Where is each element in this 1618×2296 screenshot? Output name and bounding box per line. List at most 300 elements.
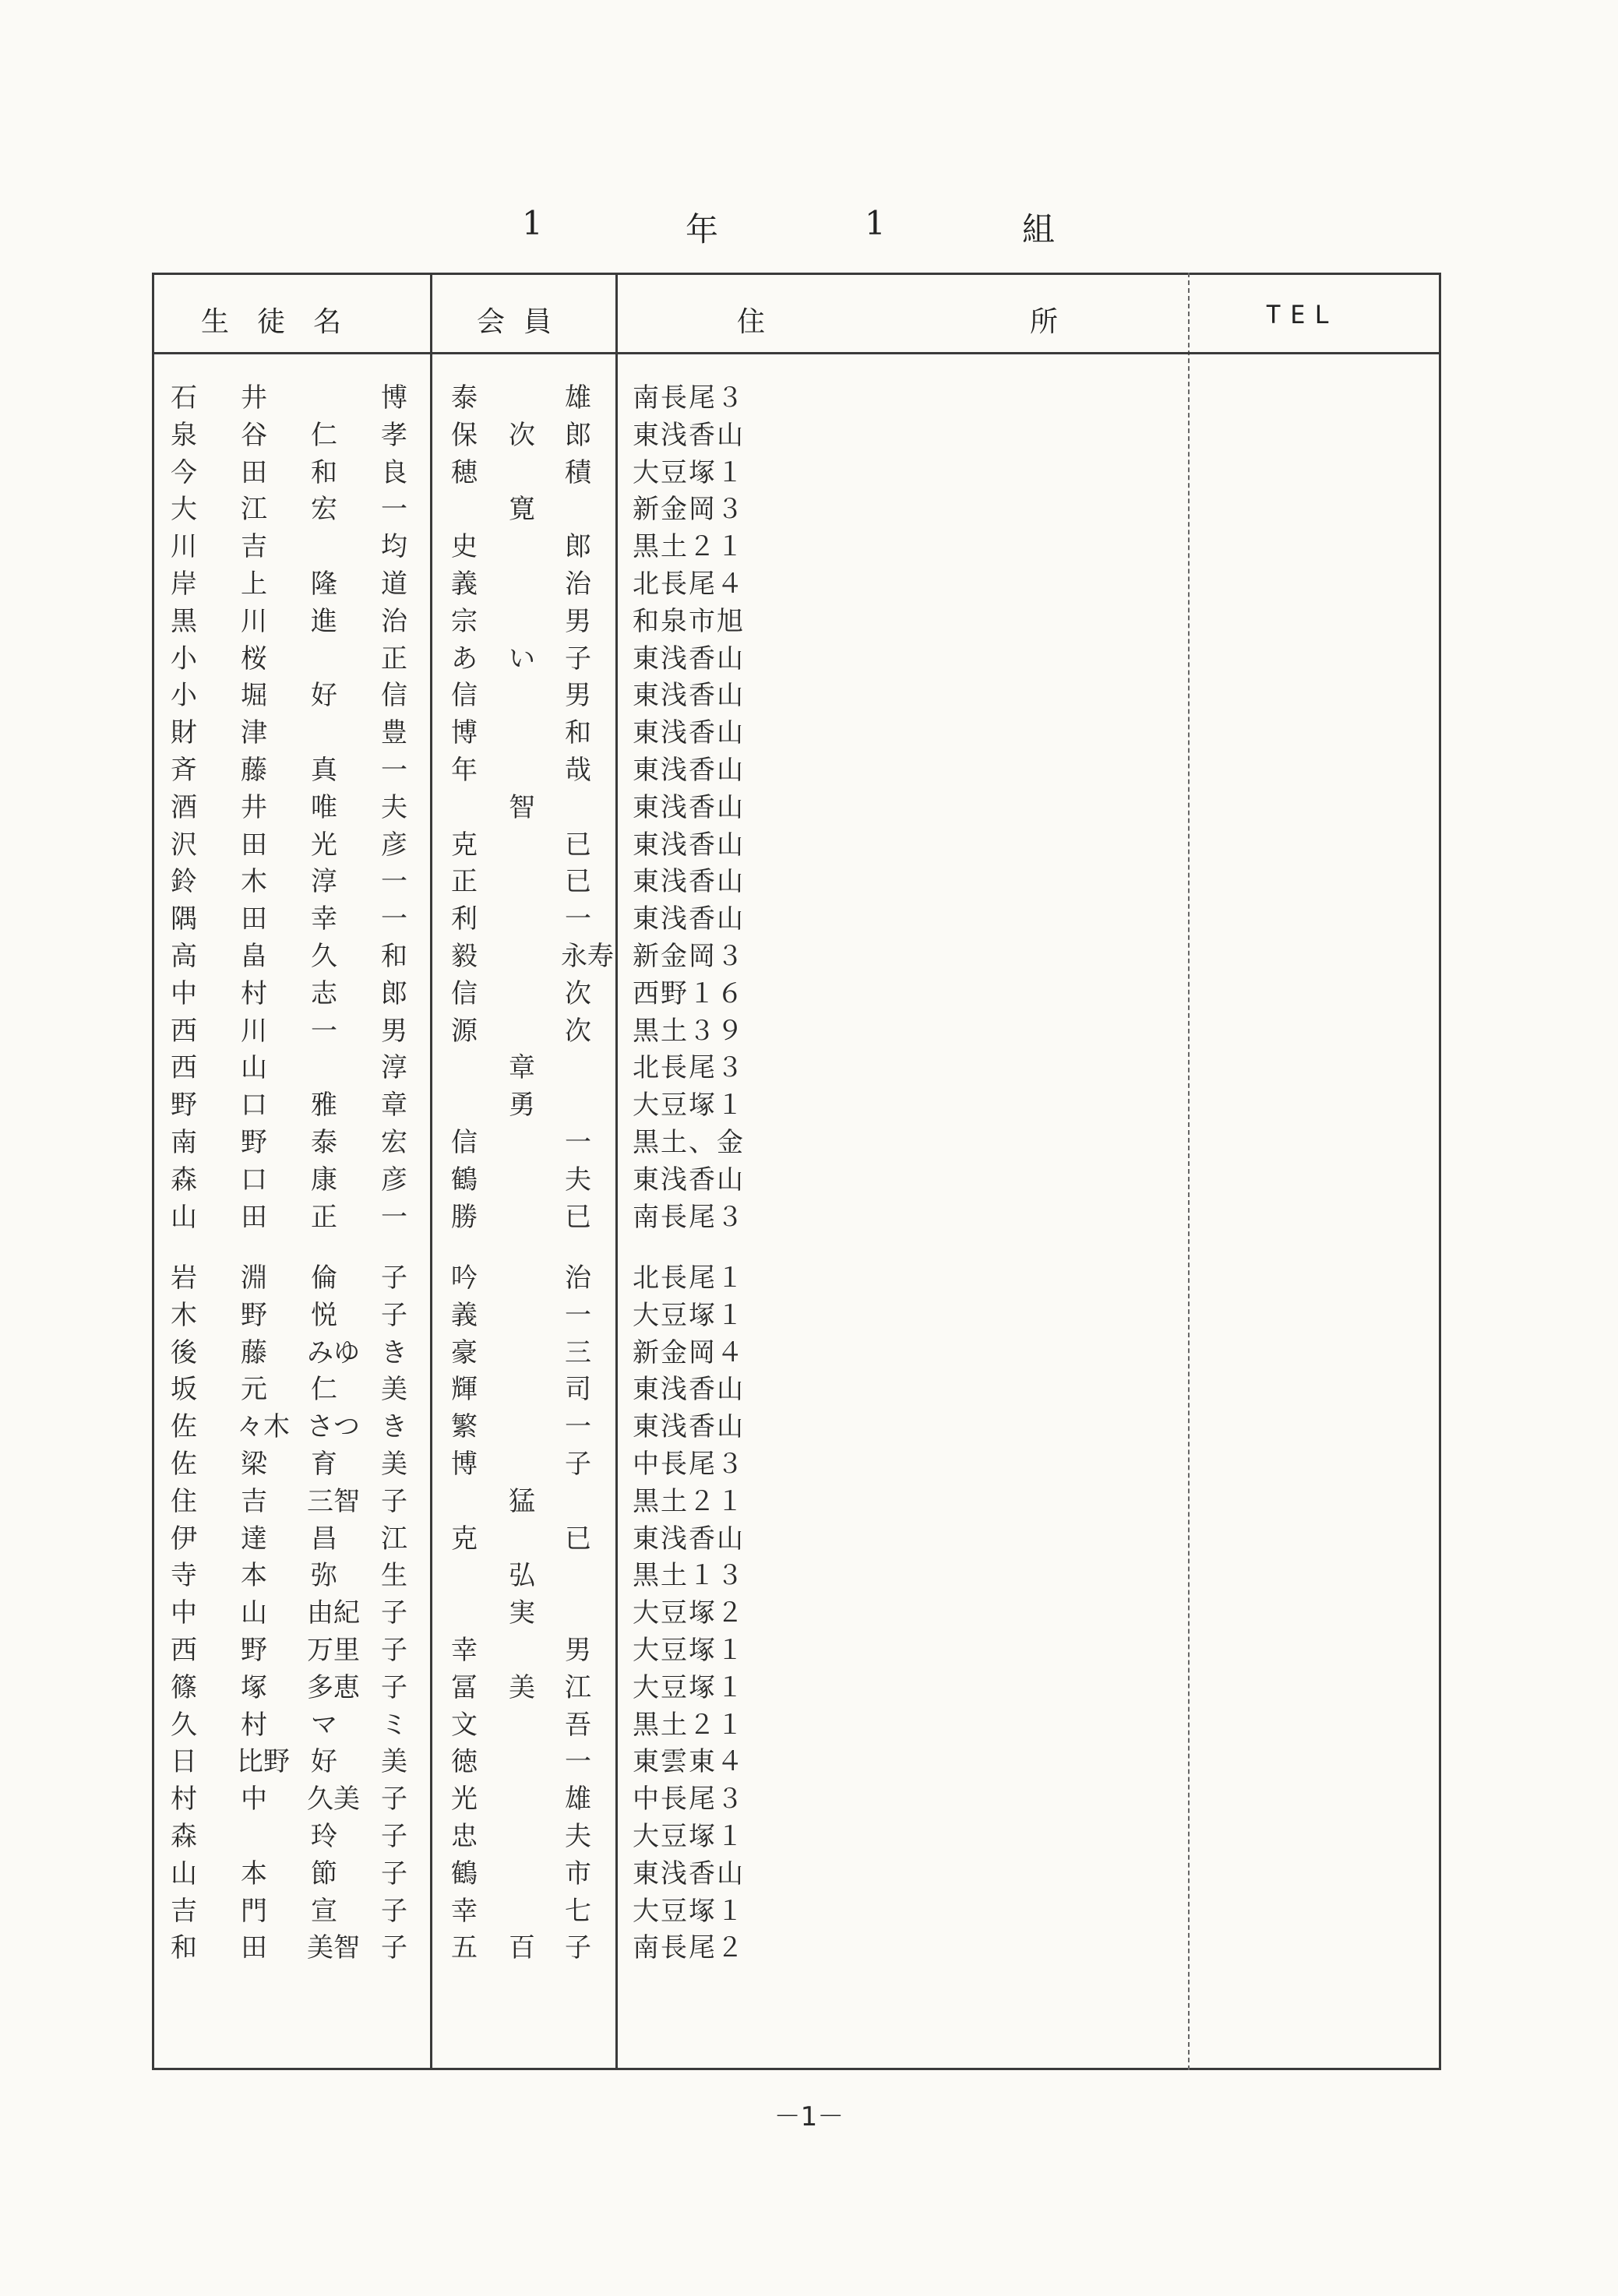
student-name-part: 一 xyxy=(381,755,407,786)
member-name-part: 子 xyxy=(565,1932,591,1964)
student-name-part: みゆ xyxy=(307,1336,360,1368)
member-name-part: 利 xyxy=(451,903,478,935)
student-name-part: 口 xyxy=(241,1090,267,1122)
member-name-part: 和 xyxy=(565,717,591,749)
student-name-part: 信 xyxy=(381,680,407,712)
student-name-part: 宏 xyxy=(311,494,337,526)
address-cell: 大豆塚１ xyxy=(633,456,745,488)
address-cell: 南長尾３ xyxy=(633,382,745,414)
student-name-part: 塚 xyxy=(241,1671,267,1703)
member-name-part: 文 xyxy=(451,1709,478,1741)
student-name-part: 津 xyxy=(241,717,267,749)
member-name-part: 一 xyxy=(565,1746,591,1778)
address-cell: 中長尾３ xyxy=(633,1449,745,1480)
student-name-part: 仁 xyxy=(311,1374,337,1406)
student-name-part: 今 xyxy=(171,456,197,488)
address-cell: 東浅香山 xyxy=(633,1858,745,1889)
student-name-part: 森 xyxy=(171,1821,197,1852)
member-name-part: 信 xyxy=(451,977,478,1009)
student-name-part: 久 xyxy=(311,941,337,972)
student-name-part: ミ xyxy=(381,1709,407,1741)
student-name-part: 黒 xyxy=(171,605,197,637)
member-name-part: 一 xyxy=(565,1127,591,1158)
member-name-part: 猛 xyxy=(509,1485,535,1517)
member-name-part: 博 xyxy=(451,1449,478,1480)
address-cell: 大豆塚１ xyxy=(633,1821,745,1852)
student-name-part: 生 xyxy=(381,1560,407,1592)
member-name-part: 正 xyxy=(451,866,478,898)
student-name-part: 男 xyxy=(381,1015,407,1047)
member-name-part: 江 xyxy=(565,1671,591,1703)
student-name-part: 石 xyxy=(171,382,197,414)
student-name-part: 小 xyxy=(171,680,197,712)
address-cell: 黒土２１ xyxy=(633,1485,745,1517)
student-name-part: 達 xyxy=(241,1523,267,1555)
student-name-part: 藤 xyxy=(241,755,267,786)
student-name-part: 一 xyxy=(381,494,407,526)
student-name-part: 川 xyxy=(241,1015,267,1047)
member-name-part: 信 xyxy=(451,1127,478,1158)
member-name-part: 百 xyxy=(509,1932,535,1964)
address-cell: 東浅香山 xyxy=(633,829,745,861)
student-name-part: 宣 xyxy=(311,1895,337,1927)
student-name-part: 好 xyxy=(311,1746,337,1778)
member-name-part: 已 xyxy=(565,866,591,898)
address-cell: 大豆塚１ xyxy=(633,1895,745,1927)
member-name-part: 司 xyxy=(565,1374,591,1406)
address-cell: 大豆塚１ xyxy=(633,1090,745,1122)
table-row xyxy=(0,935,1618,972)
student-name-part: 真 xyxy=(311,755,337,786)
address-cell: 東浅香山 xyxy=(633,755,745,786)
student-name-part: 鈴 xyxy=(171,866,197,898)
student-name-part: 山 xyxy=(241,1052,267,1084)
student-name-part: 日 xyxy=(171,1746,197,1778)
student-name-part: 門 xyxy=(241,1895,267,1927)
student-name-part: 玲 xyxy=(311,1821,337,1852)
student-name-part: 幸 xyxy=(311,903,337,935)
student-name-part: 田 xyxy=(241,1932,267,1964)
table-row xyxy=(0,786,1618,823)
address-cell: 和泉市旭 xyxy=(633,605,745,637)
title-class-label: 組 xyxy=(1022,210,1056,248)
student-name-part: 好 xyxy=(311,680,337,712)
student-name-part: 堀 xyxy=(241,680,267,712)
member-name-part: 克 xyxy=(451,829,478,861)
member-name-part: 冨 xyxy=(451,1671,478,1703)
student-name-part: 豊 xyxy=(381,717,407,749)
member-name-part: 信 xyxy=(451,680,478,712)
student-name-part: 進 xyxy=(311,605,337,637)
table-row xyxy=(0,1703,1618,1741)
member-name-part: 弘 xyxy=(509,1560,535,1592)
student-name-part: 後 xyxy=(171,1336,197,1368)
member-name-part: 郎 xyxy=(565,419,591,451)
table-row xyxy=(0,1740,1618,1777)
student-name-part: き xyxy=(381,1411,407,1443)
student-name-part: 口 xyxy=(241,1164,267,1196)
student-name-part: 光 xyxy=(311,829,337,861)
member-name-part: 雄 xyxy=(565,1784,591,1815)
student-name-part: 木 xyxy=(171,1299,197,1331)
address-cell: 東雲東４ xyxy=(633,1746,745,1778)
student-name-part: 美 xyxy=(381,1746,407,1778)
member-name-part: 吟 xyxy=(451,1262,478,1294)
student-name-part: 子 xyxy=(381,1821,407,1852)
student-name-part: 財 xyxy=(171,717,197,749)
member-name-part: 次 xyxy=(509,419,535,451)
member-name-part: 智 xyxy=(509,791,535,823)
student-name-part: 子 xyxy=(381,1671,407,1703)
student-name-part: 隆 xyxy=(311,569,337,600)
member-name-part: 章 xyxy=(509,1052,535,1084)
table-row xyxy=(0,1368,1618,1405)
student-name-part: 和 xyxy=(381,941,407,972)
student-name-part: 中 xyxy=(171,977,197,1009)
student-name-part: 倫 xyxy=(311,1262,337,1294)
student-name-part: 子 xyxy=(381,1485,407,1517)
student-name-part: 育 xyxy=(311,1449,337,1480)
student-name-part: 吉 xyxy=(241,1485,267,1517)
student-name-part: 山 xyxy=(241,1597,267,1629)
member-name-part: 源 xyxy=(451,1015,478,1047)
title-class-number: 1 xyxy=(865,204,886,242)
student-name-part: 雅 xyxy=(311,1090,337,1122)
member-name-part: 泰 xyxy=(451,382,478,414)
student-name-part: 井 xyxy=(241,791,267,823)
member-name-part: 勇 xyxy=(509,1090,535,1122)
student-name-part: 山 xyxy=(171,1201,197,1233)
student-name-part: 子 xyxy=(381,1932,407,1964)
student-name-part: 森 xyxy=(171,1164,197,1196)
header-member: 会員 xyxy=(477,306,571,338)
student-name-part: 本 xyxy=(241,1560,267,1592)
student-name-part: 元 xyxy=(241,1374,267,1406)
table-row xyxy=(0,488,1618,525)
student-name-part: 藤 xyxy=(241,1336,267,1368)
student-name-part: 田 xyxy=(241,829,267,861)
header-address-2: 所 xyxy=(1030,306,1059,338)
header-tel: TEL xyxy=(1266,300,1339,329)
member-name-part: 鶴 xyxy=(451,1164,478,1196)
student-name-part: 夫 xyxy=(381,791,407,823)
student-name-part: 西 xyxy=(171,1015,197,1047)
address-cell: 東浅香山 xyxy=(633,643,745,674)
student-name-part: 治 xyxy=(381,605,407,637)
member-name-part: 永寿 xyxy=(561,941,614,972)
student-name-part: 野 xyxy=(241,1635,267,1666)
member-name-part: 保 xyxy=(451,419,478,451)
address-cell: 東浅香山 xyxy=(633,1411,745,1443)
student-name-part: 淳 xyxy=(381,1052,407,1084)
student-name-part: 野 xyxy=(171,1090,197,1122)
student-name-part: 寺 xyxy=(171,1560,197,1592)
table-row xyxy=(0,1294,1618,1331)
student-name-part: 酒 xyxy=(171,791,197,823)
student-name-part: 田 xyxy=(241,1201,267,1233)
header-divider xyxy=(152,352,1441,354)
address-cell: 北長尾１ xyxy=(633,1262,745,1294)
member-name-part: 已 xyxy=(565,1201,591,1233)
student-name-part: 昌 xyxy=(311,1523,337,1555)
student-name-part: 岸 xyxy=(171,569,197,600)
member-name-part: 穂 xyxy=(451,456,478,488)
student-name-part: 吉 xyxy=(241,531,267,563)
address-cell: 黒土２１ xyxy=(633,1709,745,1741)
table-row xyxy=(0,1554,1618,1591)
student-name-part: 一 xyxy=(381,866,407,898)
table-row xyxy=(0,1666,1618,1703)
address-cell: 大豆塚２ xyxy=(633,1597,745,1629)
page-title xyxy=(0,204,1618,251)
table-row xyxy=(0,600,1618,637)
student-name-part: 子 xyxy=(381,1597,407,1629)
student-name-part: 西 xyxy=(171,1635,197,1666)
member-name-part: 哉 xyxy=(565,755,591,786)
address-cell: 大豆塚１ xyxy=(633,1299,745,1331)
table-row xyxy=(0,637,1618,674)
address-cell: 南長尾３ xyxy=(633,1201,745,1233)
student-name-part: 本 xyxy=(241,1858,267,1889)
member-name-part: 輝 xyxy=(451,1374,478,1406)
student-name-part: 美智 xyxy=(307,1932,360,1964)
student-name-part: 和 xyxy=(311,456,337,488)
student-name-part: 山 xyxy=(171,1858,197,1889)
table-row xyxy=(0,748,1618,786)
address-cell: 大豆塚１ xyxy=(633,1635,745,1666)
member-name-part: あ xyxy=(451,643,478,674)
student-name-part: 佐 xyxy=(171,1411,197,1443)
address-cell: 中長尾３ xyxy=(633,1784,745,1815)
address-cell: 東浅香山 xyxy=(633,903,745,935)
table-row xyxy=(0,972,1618,1009)
address-cell: 東浅香山 xyxy=(633,717,745,749)
student-name-part: 彦 xyxy=(381,829,407,861)
student-name-part: 多恵 xyxy=(307,1671,360,1703)
address-cell: 東浅香山 xyxy=(633,866,745,898)
member-name-part: 七 xyxy=(565,1895,591,1927)
title-grade-number: 1 xyxy=(522,204,543,242)
member-name-part: 義 xyxy=(451,1299,478,1331)
student-name-part: 宏 xyxy=(381,1127,407,1158)
student-name-part: 節 xyxy=(311,1858,337,1889)
student-name-part: 吉 xyxy=(171,1895,197,1927)
student-name-part: 住 xyxy=(171,1485,197,1517)
student-name-part: 谷 xyxy=(241,419,267,451)
member-name-part: 已 xyxy=(565,829,591,861)
student-name-part: さつ xyxy=(307,1411,360,1443)
address-cell: 東浅香山 xyxy=(633,680,745,712)
student-name-part: 伊 xyxy=(171,1523,197,1555)
table-row xyxy=(0,1815,1618,1852)
member-name-part: 郎 xyxy=(565,531,591,563)
student-name-part: 野 xyxy=(241,1299,267,1331)
student-name-part: 唯 xyxy=(311,791,337,823)
address-cell: 東浅香山 xyxy=(633,791,745,823)
member-name-part: 幸 xyxy=(451,1635,478,1666)
student-name-part: 大 xyxy=(171,494,197,526)
table-row xyxy=(0,1196,1618,1233)
page-number: －1－ xyxy=(774,2101,844,2132)
student-name-part: 美 xyxy=(381,1449,407,1480)
student-name-part: 江 xyxy=(381,1523,407,1555)
table-row xyxy=(0,1442,1618,1480)
student-name-part: 梁 xyxy=(241,1449,267,1480)
member-name-part: 子 xyxy=(565,1449,591,1480)
student-name-part: 坂 xyxy=(171,1374,197,1406)
table-row xyxy=(0,451,1618,488)
student-name-part: 村 xyxy=(171,1784,197,1815)
student-name-part: 子 xyxy=(381,1262,407,1294)
student-name-part: 一 xyxy=(381,1201,407,1233)
member-name-part: 夫 xyxy=(565,1164,591,1196)
student-name-part: 正 xyxy=(311,1201,337,1233)
member-name-part: 三 xyxy=(565,1336,591,1368)
address-cell: 東浅香山 xyxy=(633,419,745,451)
student-name-part: 良 xyxy=(381,456,407,488)
table-row xyxy=(0,1158,1618,1196)
student-name-part: 高 xyxy=(171,941,197,972)
member-name-part: 博 xyxy=(451,717,478,749)
student-name-part: 川 xyxy=(241,605,267,637)
student-name-part: マ xyxy=(311,1709,337,1741)
student-name-part: 畠 xyxy=(241,941,267,972)
member-name-part: 雄 xyxy=(565,382,591,414)
table-row xyxy=(0,1256,1618,1294)
table-row xyxy=(0,1517,1618,1555)
student-name-part: 志 xyxy=(311,977,337,1009)
table-row xyxy=(0,1629,1618,1666)
student-name-part: 三智 xyxy=(307,1485,360,1517)
member-name-part: 市 xyxy=(565,1858,591,1889)
member-name-part: 義 xyxy=(451,569,478,600)
address-cell: 東浅香山 xyxy=(633,1164,745,1196)
member-name-part: 治 xyxy=(565,569,591,600)
address-cell: 大豆塚１ xyxy=(633,1671,745,1703)
member-name-part: 鶴 xyxy=(451,1858,478,1889)
table-row xyxy=(0,1405,1618,1442)
member-name-part: 年 xyxy=(451,755,478,786)
student-name-part: 々木 xyxy=(237,1411,290,1443)
student-name-part: 彦 xyxy=(381,1164,407,1196)
table-row xyxy=(0,1852,1618,1889)
student-name-part: 比野 xyxy=(237,1746,290,1778)
address-cell: 東浅香山 xyxy=(633,1523,745,1555)
member-name-part: 豪 xyxy=(451,1336,478,1368)
address-cell: 黒土２１ xyxy=(633,531,745,563)
member-name-part: 積 xyxy=(565,456,591,488)
table-row xyxy=(0,525,1618,562)
member-name-part: 毅 xyxy=(451,941,478,972)
member-name-part: 已 xyxy=(565,1523,591,1555)
student-name-part: 子 xyxy=(381,1895,407,1927)
student-name-part: 悦 xyxy=(311,1299,337,1331)
member-name-part: 美 xyxy=(509,1671,535,1703)
student-name-part: 村 xyxy=(241,977,267,1009)
table-row xyxy=(0,1121,1618,1158)
member-name-part: 実 xyxy=(509,1597,535,1629)
student-name-part: 泉 xyxy=(171,419,197,451)
student-name-part: 中 xyxy=(241,1784,267,1815)
member-name-part: 一 xyxy=(565,903,591,935)
student-name-part: 中 xyxy=(171,1597,197,1629)
student-name-part: き xyxy=(381,1336,407,1368)
student-name-part: 由紀 xyxy=(307,1597,360,1629)
student-name-part: 斉 xyxy=(171,755,197,786)
address-cell: 西野１６ xyxy=(633,977,745,1009)
address-cell: 黒土、金 xyxy=(633,1127,745,1158)
member-name-part: 寛 xyxy=(509,494,535,526)
student-name-part: 子 xyxy=(381,1299,407,1331)
member-name-part: 勝 xyxy=(451,1201,478,1233)
member-name-part: 克 xyxy=(451,1523,478,1555)
member-name-part: 忠 xyxy=(451,1821,478,1852)
member-name-part: い xyxy=(509,643,535,674)
student-name-part: 田 xyxy=(241,903,267,935)
address-cell: 新金岡３ xyxy=(633,941,745,972)
table-row xyxy=(0,376,1618,414)
member-name-part: 夫 xyxy=(565,1821,591,1852)
student-name-part: 正 xyxy=(381,643,407,674)
table-row xyxy=(0,897,1618,935)
address-cell: 南長尾２ xyxy=(633,1932,745,1964)
table-row xyxy=(0,1046,1618,1083)
table-row xyxy=(0,1777,1618,1815)
address-cell: 新金岡４ xyxy=(633,1336,745,1368)
address-cell: 北長尾４ xyxy=(633,569,745,600)
student-name-part: 西 xyxy=(171,1052,197,1084)
student-name-part: 和 xyxy=(171,1932,197,1964)
student-name-part: 江 xyxy=(241,494,267,526)
member-name-part: 幸 xyxy=(451,1895,478,1927)
table-row xyxy=(0,1331,1618,1368)
member-name-part: 男 xyxy=(565,605,591,637)
table-row xyxy=(0,711,1618,748)
student-name-part: 岩 xyxy=(171,1262,197,1294)
table-row xyxy=(0,860,1618,897)
student-name-part: 孝 xyxy=(381,419,407,451)
member-name-part: 男 xyxy=(565,680,591,712)
header-student-name: 生徒名 xyxy=(201,306,370,338)
member-name-part: 吾 xyxy=(565,1709,591,1741)
table-row xyxy=(0,1009,1618,1047)
table-row xyxy=(0,1083,1618,1121)
student-name-part: 川 xyxy=(171,531,197,563)
student-name-part: 仁 xyxy=(311,419,337,451)
member-name-part: 治 xyxy=(565,1262,591,1294)
student-name-part: 佐 xyxy=(171,1449,197,1480)
student-name-part: 久美 xyxy=(307,1784,360,1815)
student-name-part: 小 xyxy=(171,643,197,674)
member-name-part: 史 xyxy=(451,531,478,563)
table-row xyxy=(0,1889,1618,1927)
table-row xyxy=(0,823,1618,861)
table-row xyxy=(0,1480,1618,1517)
student-name-part: 子 xyxy=(381,1784,407,1815)
student-name-part: 沢 xyxy=(171,829,197,861)
student-name-part: 章 xyxy=(381,1090,407,1122)
student-name-part: 弥 xyxy=(311,1560,337,1592)
student-name-part: 篠 xyxy=(171,1671,197,1703)
student-name-part: 均 xyxy=(381,531,407,563)
member-name-part: 次 xyxy=(565,977,591,1009)
member-name-part: 五 xyxy=(451,1932,478,1964)
header-address-1: 住 xyxy=(737,306,766,338)
table-row xyxy=(0,1591,1618,1629)
student-name-part: 隅 xyxy=(171,903,197,935)
student-name-part: 野 xyxy=(241,1127,267,1158)
student-name-part: 万里 xyxy=(307,1635,360,1666)
